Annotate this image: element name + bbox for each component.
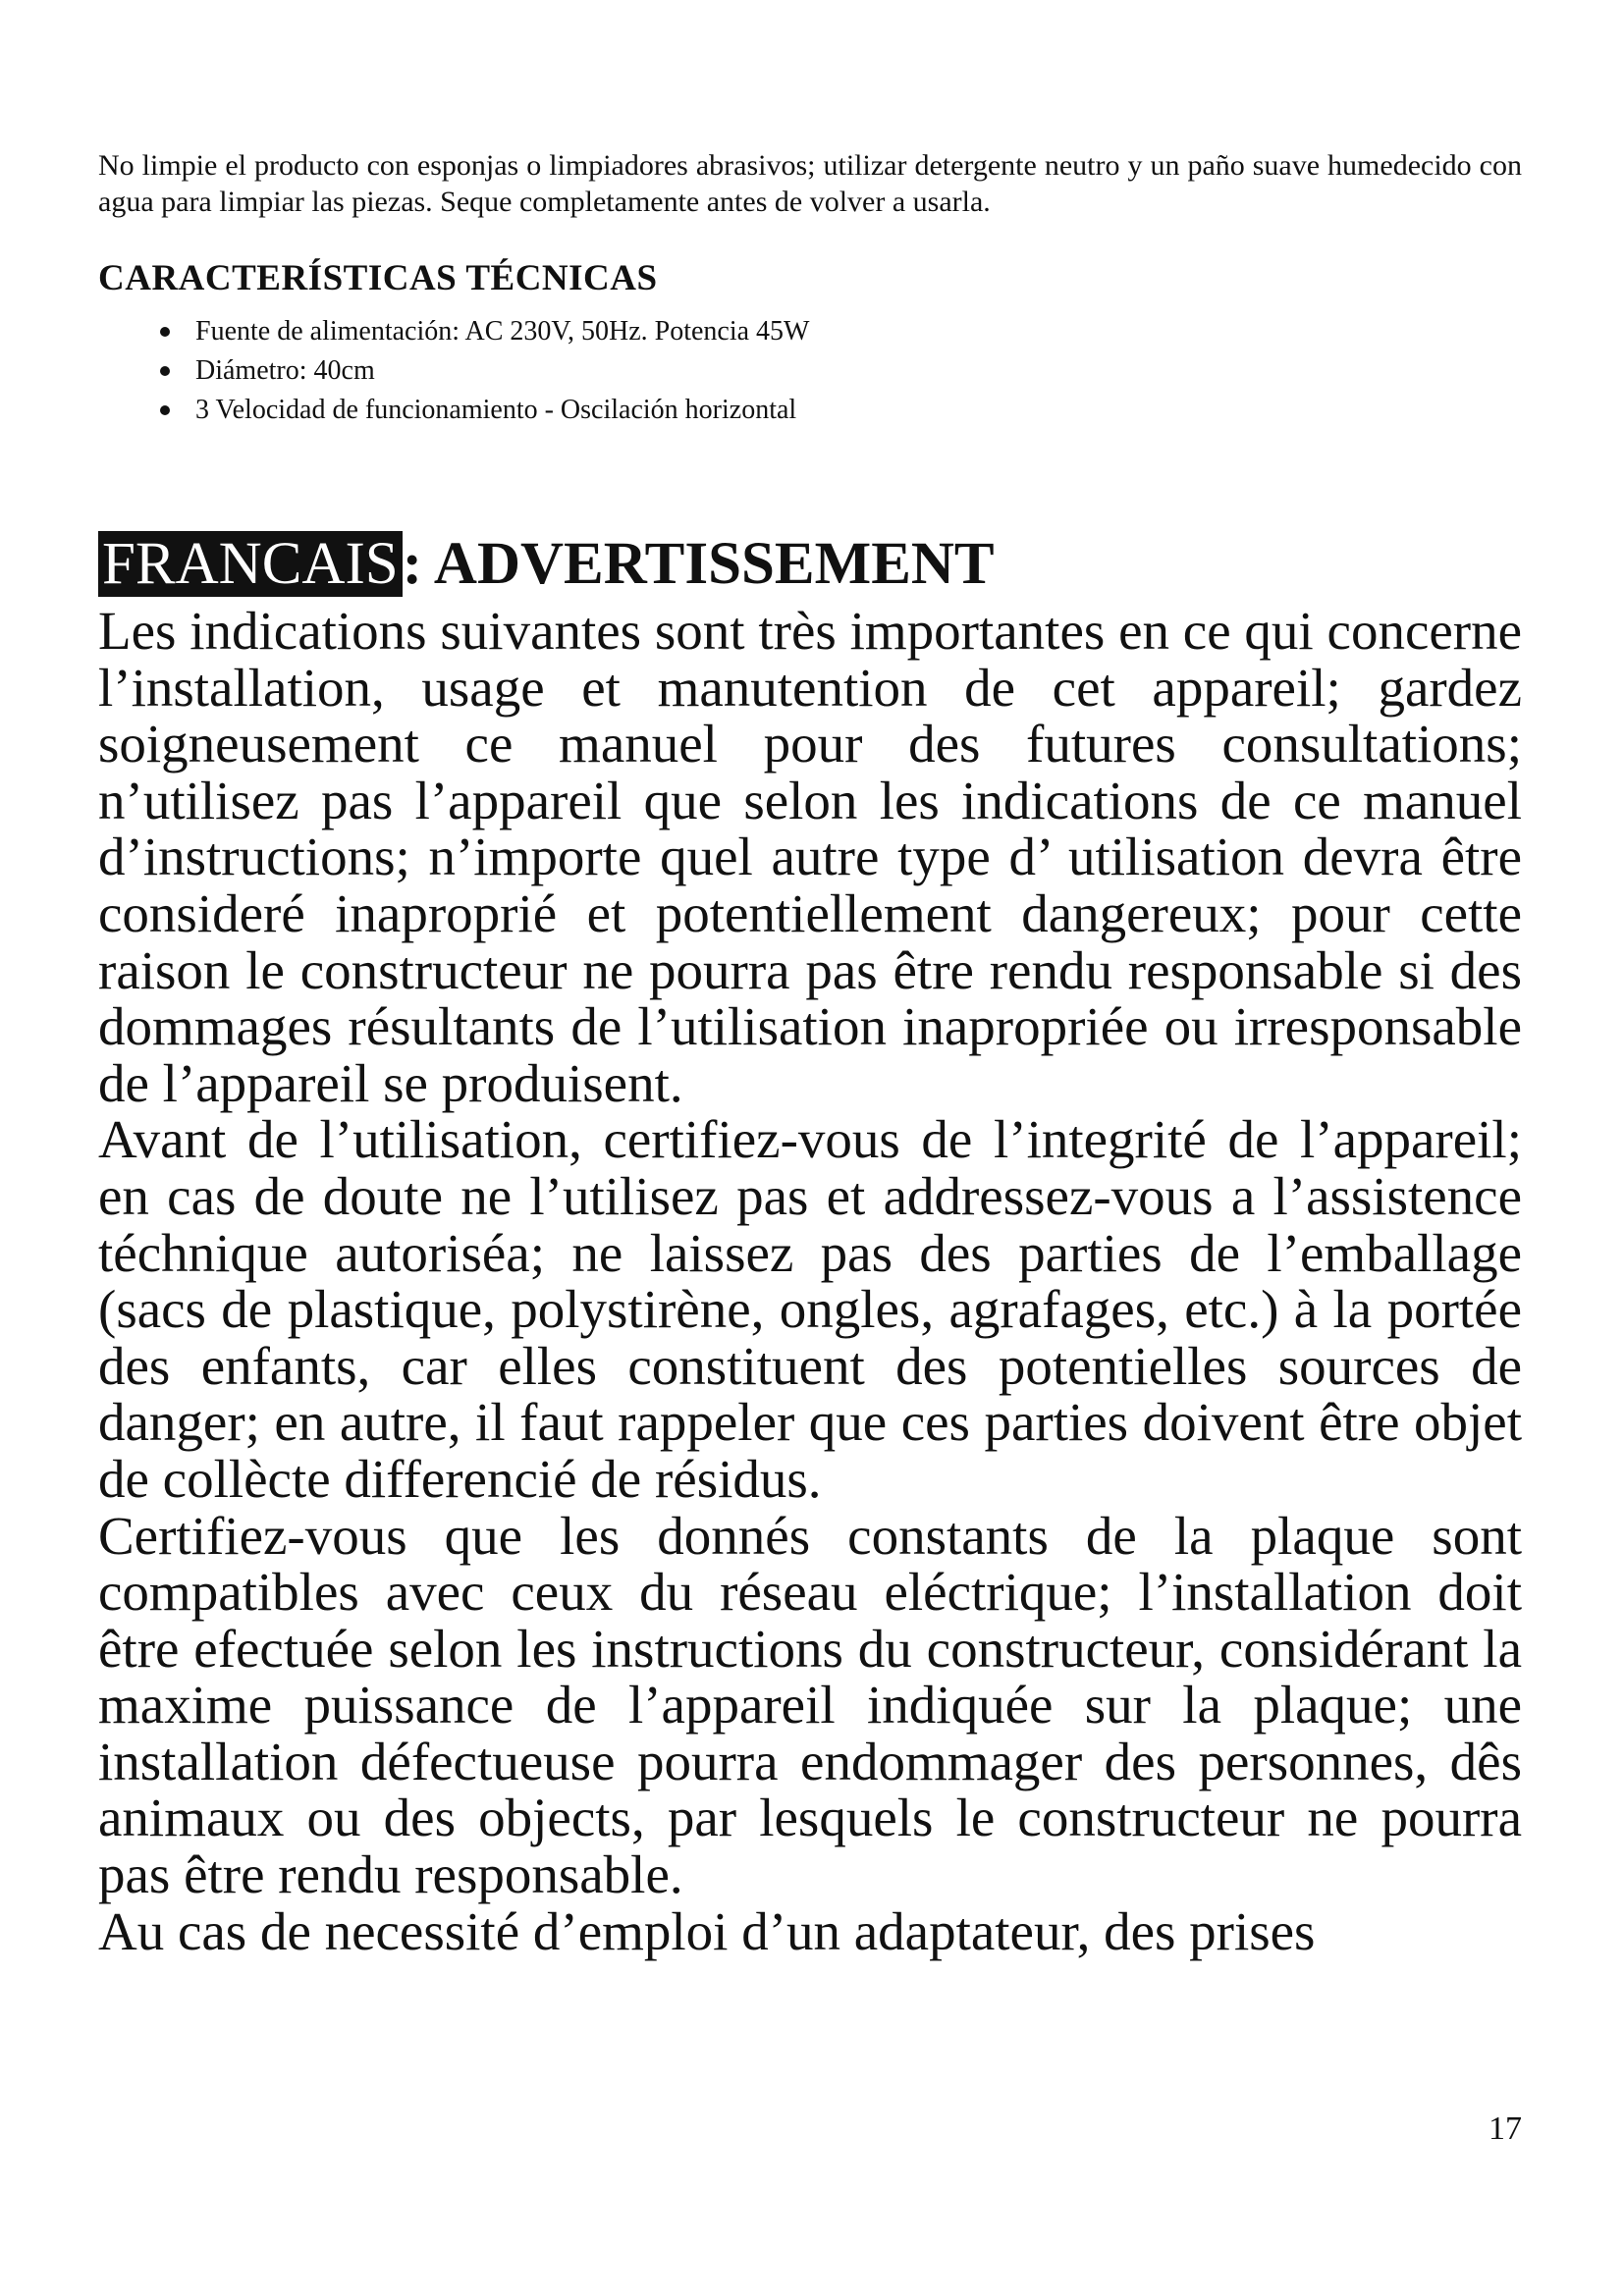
technical-specs-list <box>160 312 809 430</box>
spec-power-supply: Fuente de alimentación: AC 230V, 50Hz. Potencia 45W <box>195 316 810 347</box>
spec-speeds: 3 Velocidad de funcionamiento - Oscilación horizontal <box>195 395 797 425</box>
cleaning-instructions-paragraph: No limpie el producto con esponjas o limpiadores abrasivos; utilizar detergente neutro y un paño suave humedecido con agua para limpiar las piezas. Seque completamente antes de volver a usarla. <box>98 149 1522 218</box>
warning-paragraph: Certifiez-vous que les donnés constants de la plaque sont compatibles avec ceux du réseau eléctrique; l’installation doit être efectuée selon les instructions du constructeur, considérant la maxime puissance de l’appareil indiquée sur la plaque; une installation défectueuse pourra endommager des personnes, dês animaux ou des objects, par lesquels le constructeur ne pourra pas être rendu responsable. <box>98 1505 1522 1905</box>
language-label-highlight: FRANCAIS <box>98 531 403 597</box>
french-warning-body <box>98 603 1522 1959</box>
bullet-icon <box>160 327 170 337</box>
warning-paragraph: Les indications suivantes sont très importantes en ce qui concerne l’installation, usage et manutention de cet appareil; gardez soigneusement ce manuel pour des futures consultations; n’utilisez pas l’appareil que selon les indications de ce manuel d’instructions; n’importe quel autre type d’ utilisation devra être consideré inaproprié et potentiellement dangereux; pour cette raison le constructeur ne pourra pas être rendu responsable si des dommages résultants de l’utilisation inapropriée ou irresponsable de l’appareil se produisent. <box>98 601 1522 1113</box>
warning-title: : ADVERTISSEMENT <box>402 531 995 597</box>
french-warning-heading <box>98 530 995 599</box>
warning-paragraph: Au cas de necessité d’emploi d’un adaptateur, des prises <box>98 1900 1316 1961</box>
page-number: 17 <box>1489 2110 1522 2147</box>
spec-diameter: Diámetro: 40cm <box>195 355 375 386</box>
list-item <box>160 312 809 351</box>
list-item <box>160 351 809 391</box>
warning-paragraph: Avant de l’utilisation, certifiez-vous de l’integrité de l’appareil; en cas de doute ne l’utilisez pas et addressez-vous a l’assistence téchnique autoriséa; ne laissez pas des parties de l’emballage (sacs de plastique, polystirène, ongles, agrafages, etc.) à la portée des enfants, car elles constituent des potentielles sources de danger; en autre, il faut rappeler que ces parties doivent être objet de collècte differencié de résidus. <box>98 1109 1522 1509</box>
technical-specs-heading: CARACTERÍSTICAS TÉCNICAS <box>98 258 658 298</box>
bullet-icon <box>160 405 170 415</box>
list-item <box>160 391 809 430</box>
bullet-icon <box>160 366 170 376</box>
